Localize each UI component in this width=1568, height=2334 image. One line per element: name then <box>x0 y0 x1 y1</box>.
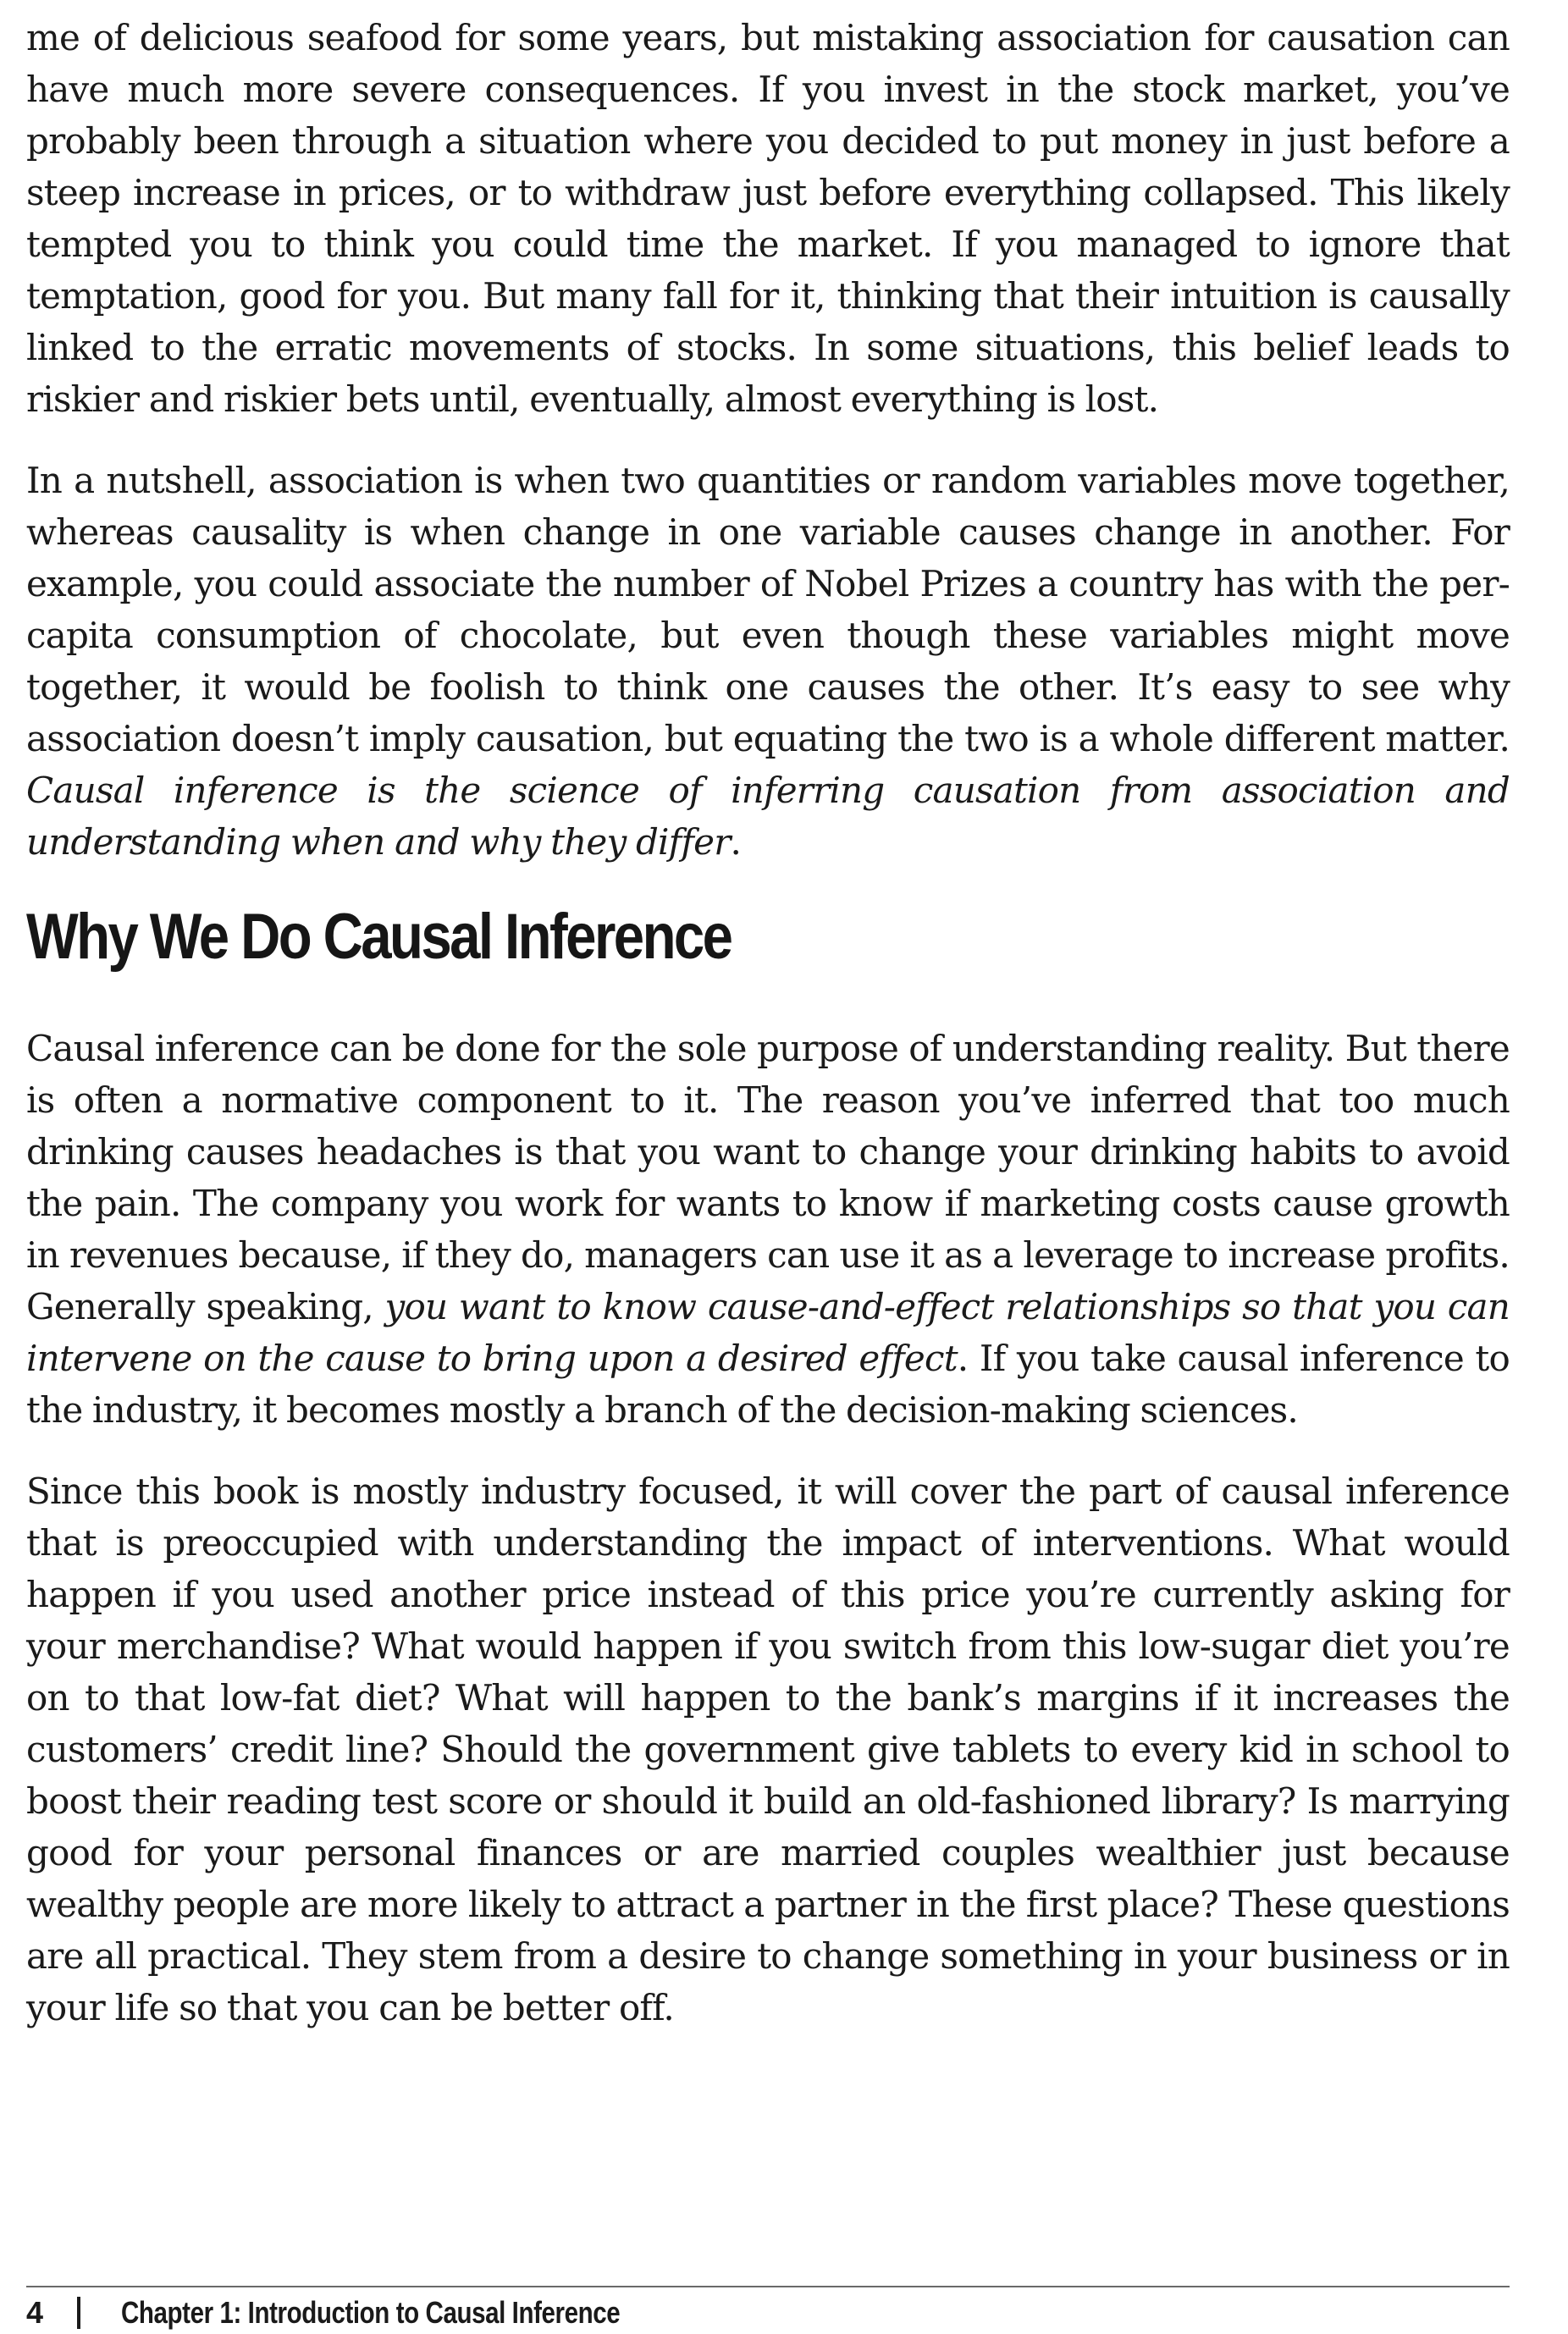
page-footer <box>26 2296 730 2330</box>
chapter-title: Chapter 1: Introduction to Causal Inference <box>121 2295 621 2330</box>
footer-separator <box>77 2297 80 2329</box>
body-paragraph-1: me of delicious seafood for some years, but mistaking association for causation can have much more severe consequences. If you invest in the stock market, you’ve probably been through a situation where you decided to put money in just before a steep increase in prices, or to withdraw just before everything collapsed. This likely tempted you to think you could time the market. If you managed to ignore that temptation, good for you. But many fall for it, thinking that their intuition is causally linked to the erratic movements of stocks. In some situations, this belief leads to riskier and riskier bets until, eventually, almost everything is lost. <box>26 17 1510 420</box>
page-number: 4 <box>26 2295 44 2330</box>
paragraph-2-italic: Causal inference is the science of inferring causation from association and understanding when and why they differ <box>26 770 1510 863</box>
section-paragraph-1-end: . If you take causal inference to the industry, it becomes mostly a branch of the decision-making sciences. <box>26 1338 1510 1431</box>
body-paragraph-2 <box>26 455 1510 868</box>
section-paragraph-1 <box>26 1023 1510 1436</box>
section-paragraph-1-start: Causal inference can be done for the sole purpose of understanding reality. But there is often a normative component to it. The reason you’ve inferred that too much drinking causes headaches is that you want to change your drinking habits to avoid the pain. The company you work for wants to know if marketing costs cause growth in revenues because, if they do, managers can use it as a leverage to increase profits. Generally speaking, <box>26 1028 1510 1327</box>
paragraph-2-text: In a nutshell, association is when two quantities or random variables move together, whereas causality is when change in one variable causes change in another. For example, you could associate the number of Nobel Prizes a country has with the per-capita consumption of chocolate, but even though these variables might move together, it would be foolish to think one causes the other. It’s easy to see why association doesn’t imply causation, but equating the two is a whole different matter. <box>26 460 1510 759</box>
section-paragraph-2: Since this book is mostly industry focused, it will cover the part of causal inference that is preoccupied with understanding the impact of interventions. What would happen if you used another price instead of this price you’re currently asking for your merchandise? What would happen if you switch from this low-sugar diet you’re on to that low-fat diet? What will happen to the bank’s margins if it increases the customers’ credit line? Should the government give tablets to every kid in school to boost their reading test score or should it build an old-fashioned library? Is marrying good for your personal finances or are married couples wealthier just because wealthy people are more likely to attract a partner in the first place? These questions are all practical. They stem from a desire to change something in your business or in your life so that you can be better off. <box>26 1470 1510 2028</box>
footer-divider <box>26 2286 1510 2287</box>
paragraph-2-end: . <box>730 821 742 863</box>
section-paragraph-1-italic: you want to know cause-and-effect relationships so that you can intervene on the cause to bring upon a desired effect <box>26 1286 1510 1379</box>
section-heading: Why We Do Causal Inference <box>26 901 732 973</box>
